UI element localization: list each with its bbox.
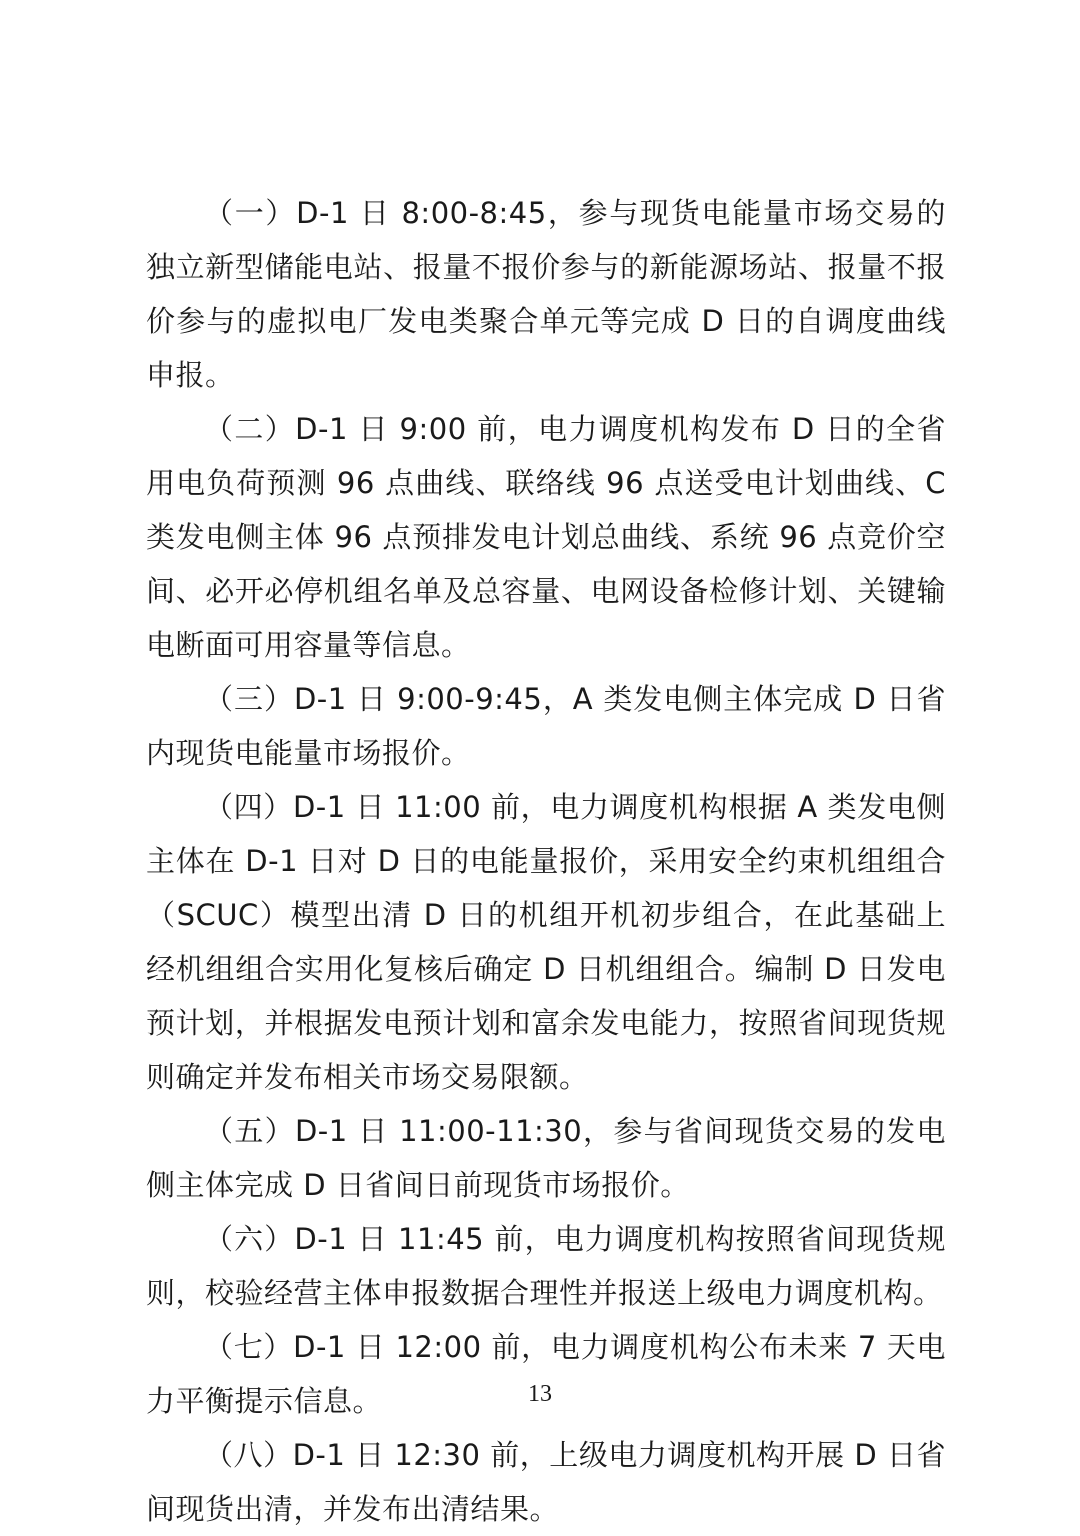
paragraph-1: （一）D-1 日 8:00-8:45，参与现货电能量市场交易的独立新型储能电站、报量不报价参与的新能源场站、报量不报价参与的虚拟电厂发电类聚合单元等完成 D 日的自调度曲线申报。 xyxy=(146,196,946,392)
paragraph-8: （八）D-1 日 12:30 前，上级电力调度机构开展 D 日省间现货出清，并发布出清结果。 xyxy=(146,1438,946,1526)
page-number: 13 xyxy=(528,1381,552,1407)
paragraph-6: （六）D-1 日 11:45 前，电力调度机构按照省间现货规则，校验经营主体申报数据合理性并报送上级电力调度机构。 xyxy=(146,1222,946,1310)
paragraph-7: （七）D-1 日 12:00 前，电力调度机构公布未来 7 天电力平衡提示信息。 xyxy=(146,1330,946,1418)
document-body xyxy=(146,186,946,1536)
paragraph-5: （五）D-1 日 11:00-11:30，参与省间现货交易的发电侧主体完成 D 日省间日前现货市场报价。 xyxy=(146,1114,946,1202)
paragraph-3: （三）D-1 日 9:00-9:45，A 类发电侧主体完成 D 日省内现货电能量市场报价。 xyxy=(146,682,946,770)
paragraph-2: （二）D-1 日 9:00 前，电力调度机构发布 D 日的全省用电负荷预测 96 点曲线、联络线 96 点送受电计划曲线、C 类发电侧主体 96 点预排发电计划总曲线、系统 96 点竞价空间、必开必停机组名单及总容量、电网设备检修计划、关键输电断面可用容量等信息。 xyxy=(146,412,946,662)
paragraph-4: （四）D-1 日 11:00 前，电力调度机构根据 A 类发电侧主体在 D-1 日对 D 日的电能量报价，采用安全约束机组组合（SCUC）模型出清 D 日的机组开机初步组合，在此基础上经机组组合实用化复核后确定 D 日机组组合。编制 D 日发电预计划，并根据发电预计划和富余发电能力，按照省间现货规则确定并发布相关市场交易限额。 xyxy=(146,790,946,1094)
